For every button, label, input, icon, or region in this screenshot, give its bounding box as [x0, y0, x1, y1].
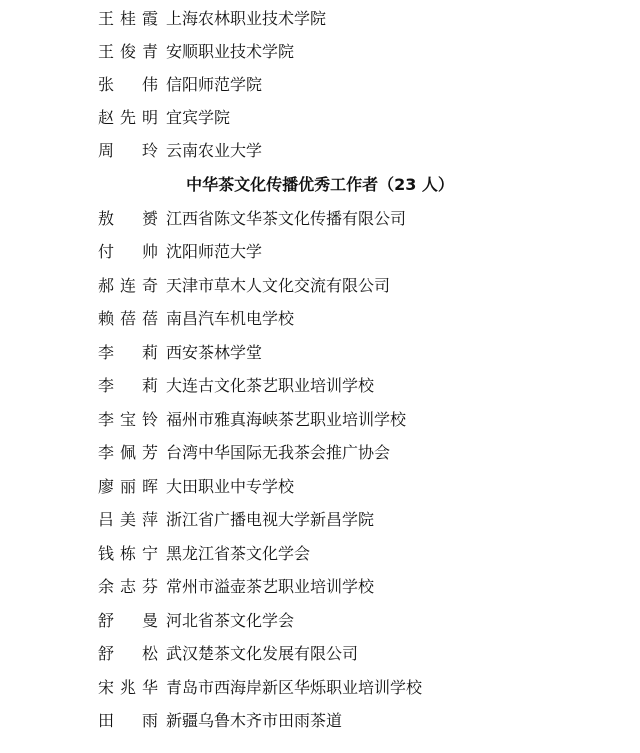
list-item [0, 503, 640, 536]
list-item [0, 403, 640, 436]
list-item [0, 35, 640, 68]
person-organization: 安顺职业技术学院 [166, 42, 295, 61]
person-name: 余志芬 [98, 577, 158, 596]
person-organization: 云南农业大学 [166, 141, 263, 160]
list-item [0, 470, 640, 503]
person-organization: 上海农林职业技术学院 [166, 9, 327, 28]
person-name: 王桂霞 [98, 9, 158, 28]
list-item [0, 604, 640, 637]
person-organization: 浙江省广播电视大学新昌学院 [166, 510, 375, 529]
list-item [0, 336, 640, 369]
person-name: 李 莉 [98, 376, 158, 395]
person-name: 李 莉 [98, 343, 158, 362]
person-name: 赖蓓蓓 [98, 309, 158, 328]
person-name: 王俊青 [98, 42, 158, 61]
person-organization: 常州市溢壶茶艺职业培训学校 [166, 577, 375, 596]
person-name: 钱栋宁 [98, 544, 158, 563]
list-item [0, 68, 640, 101]
person-organization: 西安茶林学堂 [166, 343, 263, 362]
person-name: 张 伟 [98, 75, 158, 94]
person-organization: 大连古文化茶艺职业培训学校 [166, 376, 375, 395]
person-name: 赵先明 [98, 108, 158, 127]
section-heading: 中华茶文化传播优秀工作者（23 人） [186, 175, 454, 194]
person-organization: 青岛市西海岸新区华烁职业培训学校 [166, 678, 423, 697]
person-name: 周 玲 [98, 141, 158, 160]
person-organization: 福州市雅真海峡茶艺职业培训学校 [166, 410, 407, 429]
person-name: 舒 曼 [98, 611, 158, 630]
person-name: 田 雨 [98, 711, 158, 730]
person-name: 吕美萍 [98, 510, 158, 529]
list-item [0, 269, 640, 302]
person-name: 宋兆华 [98, 678, 158, 697]
person-organization: 南昌汽车机电学校 [166, 309, 295, 328]
list-item [0, 235, 640, 268]
person-name: 廖丽晖 [98, 477, 158, 496]
person-organization: 天津市草木人文化交流有限公司 [166, 276, 391, 295]
person-name: 敖 赟 [98, 209, 158, 228]
person-organization: 新疆乌鲁木齐市田雨茶道 [166, 711, 343, 730]
person-organization: 大田职业中专学校 [166, 477, 295, 496]
list-item [0, 637, 640, 670]
list-item [0, 134, 640, 167]
list-item [0, 537, 640, 570]
person-name: 李佩芳 [98, 443, 158, 462]
list-item [0, 101, 640, 134]
person-name: 舒 松 [98, 644, 158, 663]
person-name: 李宝铃 [98, 410, 158, 429]
list-item [0, 202, 640, 235]
list-item [0, 369, 640, 402]
list-item [0, 671, 640, 704]
person-organization: 江西省陈文华茶文化传播有限公司 [166, 209, 407, 228]
person-organization: 宜宾学院 [166, 108, 231, 127]
list-item [0, 436, 640, 469]
list-item [0, 570, 640, 603]
list-item [0, 302, 640, 335]
person-organization: 河北省茶文化学会 [166, 611, 295, 630]
person-name: 郝连奇 [98, 276, 158, 295]
person-organization: 信阳师范学院 [166, 75, 263, 94]
person-organization: 黑龙江省茶文化学会 [166, 544, 311, 563]
list-item [0, 2, 640, 35]
person-organization: 台湾中华国际无我茶会推广协会 [166, 443, 391, 462]
person-name: 付 帅 [98, 242, 158, 261]
person-organization: 沈阳师范大学 [166, 242, 263, 261]
person-organization: 武汉楚茶文化发展有限公司 [166, 644, 359, 663]
list-item [0, 704, 640, 737]
